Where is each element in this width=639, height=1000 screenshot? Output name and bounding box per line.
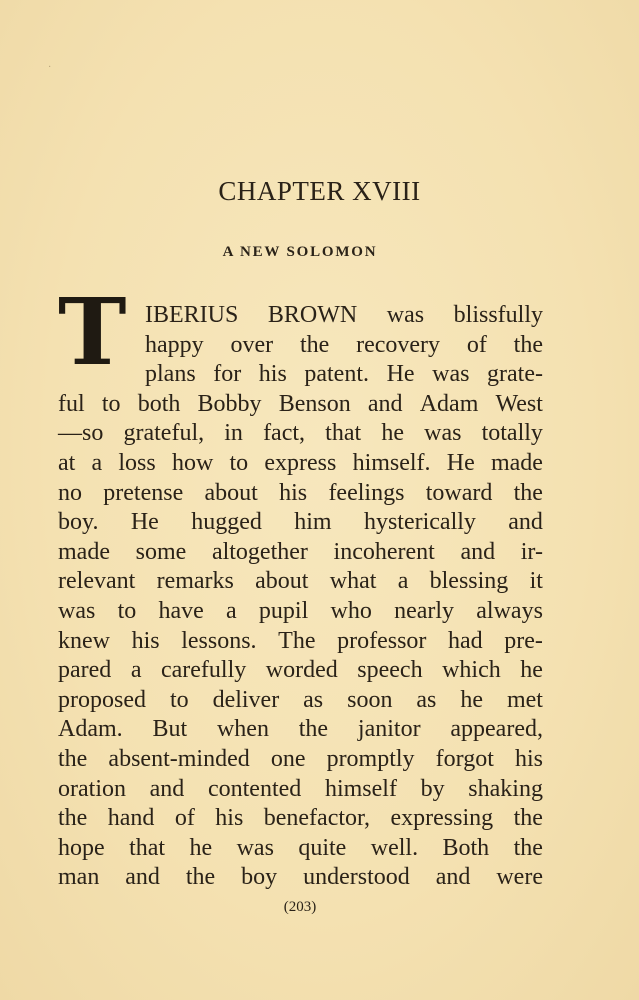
word: made (490, 450, 543, 476)
word: at (58, 450, 76, 476)
word: the (513, 479, 543, 506)
word: IBERIUS (145, 302, 239, 328)
word: hand (107, 805, 155, 832)
word: the (298, 716, 329, 743)
word: forgot (435, 746, 494, 772)
word: was (386, 302, 425, 328)
word: a (397, 568, 409, 595)
word: patent. (304, 361, 369, 388)
word: that (129, 834, 166, 861)
word: speech (357, 657, 423, 684)
text-line (145, 300, 543, 330)
word: which (442, 657, 501, 684)
word: the (58, 805, 88, 832)
text-line (145, 330, 543, 360)
word: absent-minded (108, 746, 250, 772)
word: was (236, 834, 274, 861)
word: no (58, 479, 82, 506)
word: man (58, 864, 100, 891)
word: proposed (58, 686, 146, 713)
word: nearly (394, 598, 455, 624)
text-line (58, 389, 543, 419)
word: totally (481, 420, 543, 447)
word: deliver (212, 686, 280, 713)
word: he (189, 834, 213, 861)
word: when (216, 716, 269, 743)
word: well. (370, 834, 419, 861)
word: some (135, 538, 187, 565)
word: about (204, 479, 258, 506)
word: worded (265, 657, 338, 684)
word: have (158, 598, 204, 624)
word: were (496, 864, 543, 891)
word: met (506, 686, 543, 713)
word: it (529, 568, 543, 595)
word: himself (324, 775, 397, 802)
word: in (224, 420, 243, 447)
word: to (169, 686, 189, 713)
word: always (476, 598, 543, 624)
word: janitor (357, 716, 421, 743)
word: lessons. (181, 627, 257, 654)
word: grate- (487, 361, 543, 388)
text-line (58, 566, 543, 596)
word: he (381, 420, 404, 447)
text-line (58, 774, 543, 804)
word: remarks (156, 568, 234, 595)
text-line (58, 537, 543, 567)
word: and (508, 509, 543, 536)
word: was (432, 361, 470, 388)
text-line (58, 418, 543, 448)
word: the (513, 805, 543, 832)
word: boy. (58, 509, 99, 536)
word: was (424, 420, 462, 447)
word: soon (347, 686, 393, 713)
text-line (58, 744, 543, 774)
word: his (258, 361, 287, 388)
word: had (448, 627, 483, 654)
word: about (255, 568, 309, 595)
word: and (460, 538, 496, 565)
word: happy (145, 331, 204, 358)
word: him (294, 509, 332, 536)
word: for (213, 361, 242, 388)
word: promptly (326, 746, 415, 772)
word: as (303, 686, 324, 713)
word: himself. (352, 450, 431, 476)
word: by (420, 775, 445, 802)
word: he (460, 686, 484, 713)
word: was (58, 598, 96, 624)
text-line (145, 359, 543, 389)
word: the (513, 834, 543, 861)
word: a (91, 450, 103, 476)
text-line (58, 507, 543, 537)
word: as (416, 686, 437, 713)
word: what (329, 568, 377, 595)
word: hysterically (363, 509, 476, 536)
word: the (299, 331, 330, 358)
word: hope (58, 834, 105, 861)
word: his (279, 479, 308, 506)
text-line (58, 685, 543, 715)
chapter-subtitle: A NEW SOLOMON (222, 244, 378, 260)
margin-speck: · (48, 62, 52, 73)
text-line (58, 714, 543, 744)
word: his (514, 746, 543, 772)
word: The (278, 627, 316, 654)
word: toward (425, 479, 493, 506)
word: the (513, 331, 543, 358)
word: to (117, 598, 137, 624)
word: West (495, 390, 543, 417)
word: loss (118, 450, 156, 476)
word: expressing (390, 805, 494, 832)
word: boy (241, 864, 278, 891)
word: how (171, 450, 214, 476)
word: of (174, 805, 195, 832)
text-line (58, 596, 543, 626)
word: He (130, 509, 159, 536)
text-line (58, 626, 543, 656)
word: shaking (468, 775, 543, 802)
word: over (230, 331, 274, 358)
word: fact, (263, 420, 306, 447)
word: blessing (429, 568, 509, 595)
word: plans (145, 361, 196, 388)
word: pretense (103, 479, 184, 506)
word: quite (298, 834, 347, 861)
word: he (520, 657, 543, 684)
word: of (466, 331, 487, 358)
word: grateful, (123, 420, 205, 447)
word: ir- (520, 538, 543, 565)
word: Benson (278, 390, 351, 417)
text-line (58, 833, 543, 863)
word: a (226, 598, 237, 624)
word: the (58, 746, 88, 772)
word: that (325, 420, 362, 447)
word: benefactor, (263, 805, 371, 832)
word: made (58, 538, 110, 565)
word: He (386, 361, 415, 388)
text-line (58, 655, 543, 685)
word: pre- (504, 627, 543, 654)
word: and (435, 864, 471, 891)
word: contented (207, 775, 302, 802)
word: professor (337, 627, 427, 654)
word: He (446, 450, 475, 476)
word: his (215, 805, 244, 832)
word: the (185, 864, 216, 891)
word: hugged (191, 509, 262, 536)
text-line (58, 862, 543, 892)
word: pared (58, 657, 112, 684)
word: to (101, 390, 121, 417)
text-line (58, 478, 543, 508)
word: and (125, 864, 160, 891)
word: knew (58, 627, 110, 654)
text-line (58, 803, 543, 833)
chapter-title: CHAPTER XVIII (218, 176, 421, 206)
word: his (131, 627, 160, 654)
word: a (130, 657, 142, 684)
word: carefully (160, 657, 247, 684)
word: blissfully (453, 302, 543, 328)
word: both (137, 390, 181, 417)
word: feelings (328, 479, 405, 506)
word: oration (58, 775, 126, 802)
text-line (58, 448, 543, 478)
word: Bobby (197, 390, 262, 417)
word: recovery (356, 331, 441, 358)
word: BROWN (267, 302, 358, 328)
word: one (270, 746, 306, 772)
word: incoherent (333, 538, 435, 565)
word: Adam (419, 390, 479, 417)
word: Both (442, 834, 490, 861)
page-number: (203) (283, 899, 317, 915)
drop-cap: T (58, 278, 127, 386)
word: understood (303, 864, 410, 891)
word: ful (58, 390, 85, 417)
word: relevant (58, 568, 136, 595)
word: and (149, 775, 185, 802)
word: —so (58, 420, 104, 447)
word: and (367, 390, 403, 417)
word: pupil (258, 598, 309, 624)
word: altogether (211, 538, 308, 565)
word: who (330, 598, 372, 624)
word: express (264, 450, 337, 476)
word: to (229, 450, 249, 476)
word: Adam. (58, 716, 123, 743)
word: But (152, 716, 188, 743)
word: appeared, (450, 716, 543, 743)
